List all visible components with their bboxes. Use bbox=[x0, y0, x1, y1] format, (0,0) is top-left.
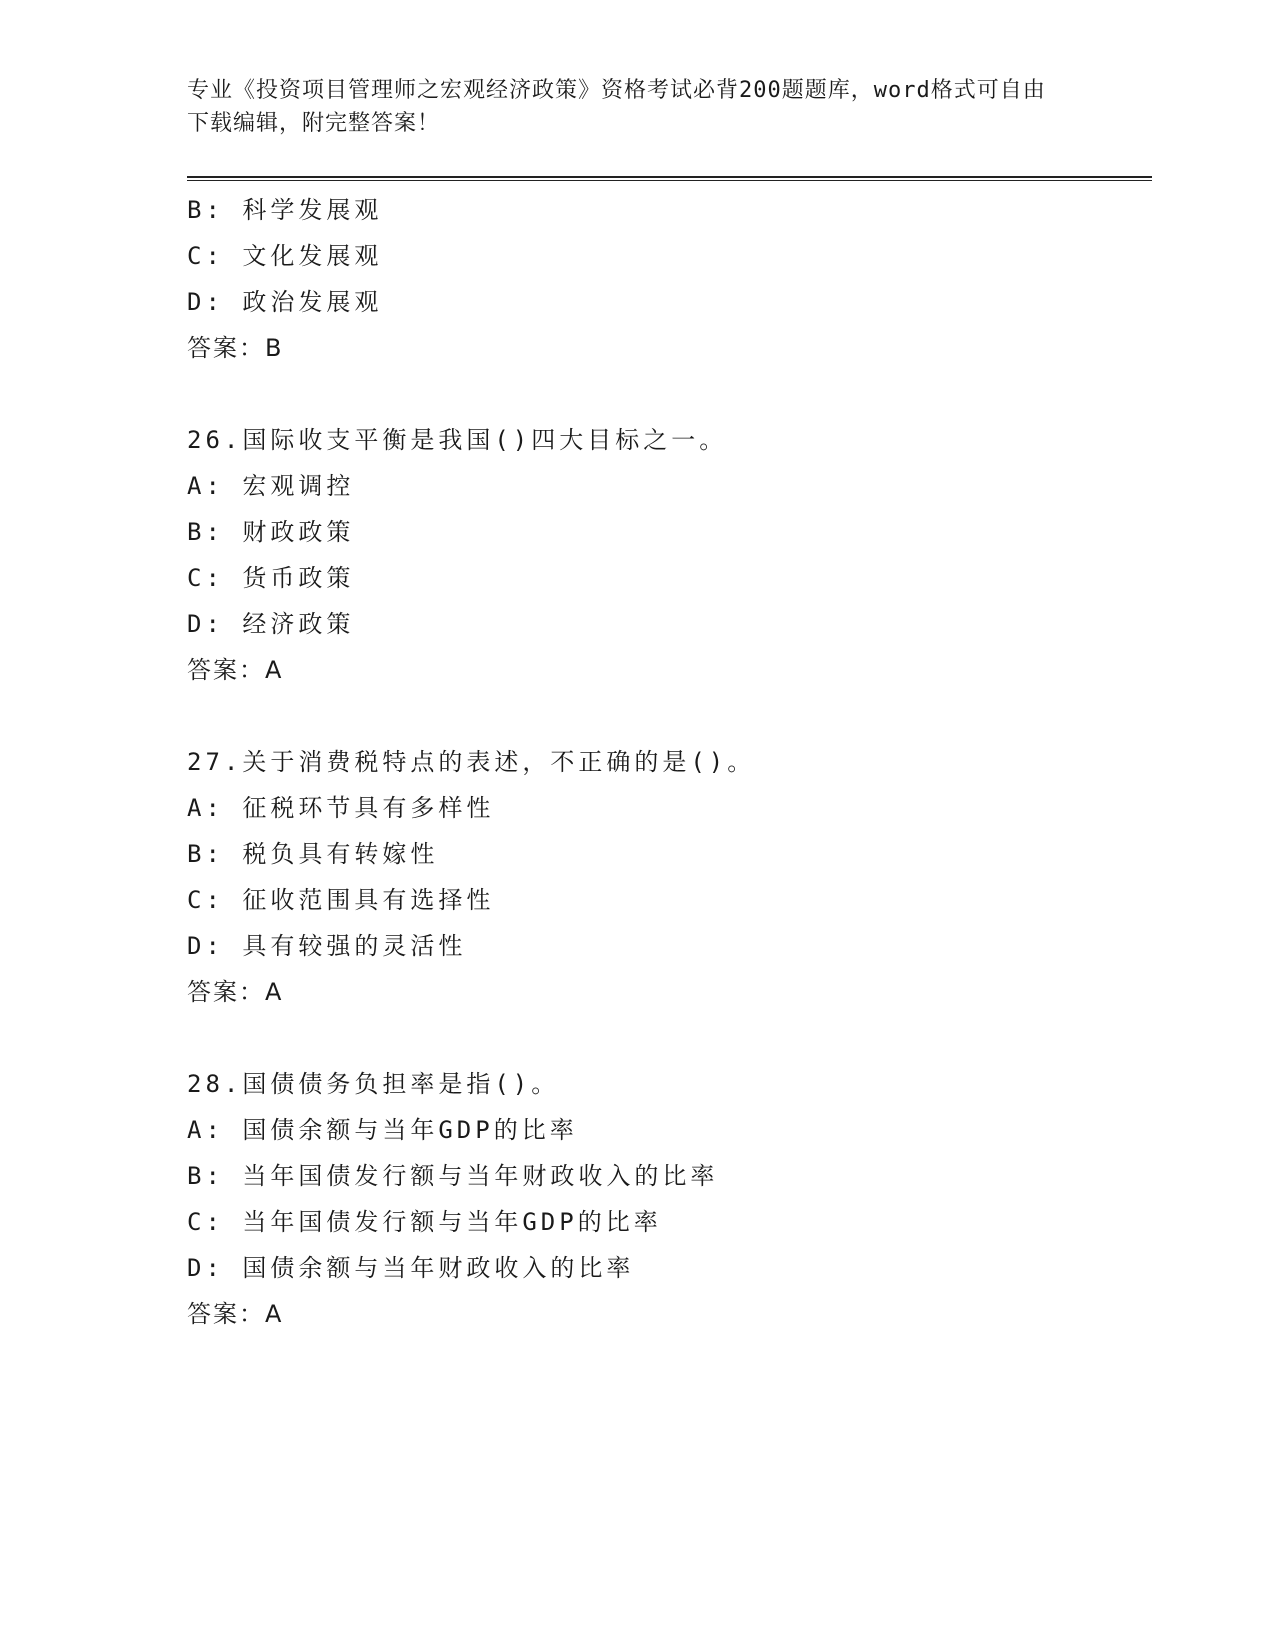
answer-line: 答案：B bbox=[187, 334, 284, 362]
answer-line: 答案：A bbox=[187, 656, 284, 684]
option-b: B: 当年国债发行额与当年财政收入的比率 bbox=[187, 1162, 719, 1190]
option-c: C: 文化发展观 bbox=[187, 242, 383, 270]
option-c: C: 征收范围具有选择性 bbox=[187, 886, 495, 914]
option-d: D: 政治发展观 bbox=[187, 288, 383, 316]
option-a: A: 宏观调控 bbox=[187, 472, 355, 500]
question-block-28 bbox=[187, 1061, 1147, 1337]
question-block-26 bbox=[187, 417, 1147, 693]
header-divider bbox=[187, 176, 1152, 181]
option-c: C: 当年国债发行额与当年GDP的比率 bbox=[187, 1208, 662, 1236]
question-stem: 28.国债债务负担率是指()。 bbox=[187, 1070, 560, 1098]
answer-line: 答案：A bbox=[187, 978, 284, 1006]
question-stem: 27.关于消费税特点的表述，不正确的是()。 bbox=[187, 748, 756, 776]
option-a: A: 征税环节具有多样性 bbox=[187, 794, 495, 822]
question-block-25 bbox=[187, 187, 1147, 371]
question-list bbox=[187, 187, 1147, 1337]
option-b: B: 科学发展观 bbox=[187, 196, 383, 224]
question-block-27 bbox=[187, 739, 1147, 1015]
option-d: D: 经济政策 bbox=[187, 610, 355, 638]
option-b: B: 税负具有转嫁性 bbox=[187, 840, 439, 868]
answer-line: 答案：A bbox=[187, 1300, 284, 1328]
option-d: D: 具有较强的灵活性 bbox=[187, 932, 467, 960]
question-stem: 26.国际收支平衡是我国()四大目标之一。 bbox=[187, 426, 728, 454]
page-header bbox=[187, 74, 1067, 140]
option-a: A: 国债余额与当年GDP的比率 bbox=[187, 1116, 578, 1144]
option-d: D: 国债余额与当年财政收入的比率 bbox=[187, 1254, 635, 1282]
option-c: C: 货币政策 bbox=[187, 564, 355, 592]
header-text: 专业《投资项目管理师之宏观经济政策》资格考试必背200题题库，word格式可自由下载编辑，附完整答案！ bbox=[187, 78, 1046, 136]
option-b: B: 财政政策 bbox=[187, 518, 355, 546]
